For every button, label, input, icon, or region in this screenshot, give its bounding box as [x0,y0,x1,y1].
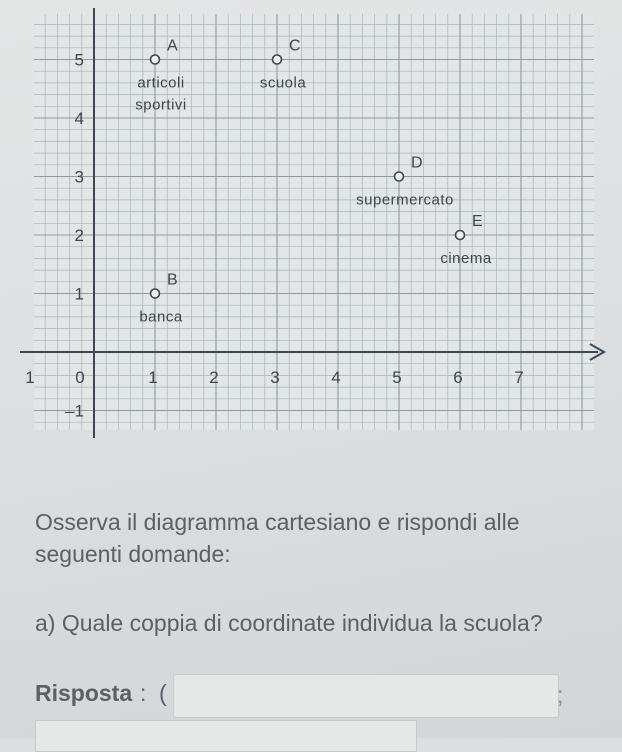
point-letter-label: D [411,154,423,172]
answer-semicolon: ; [557,682,564,708]
x-tick-label: 7 [514,368,524,387]
question-intro: Osserva il diagramma cartesiano e rispondi alle seguenti domande: [35,509,520,567]
x-tick-label: 1 [25,368,35,387]
x-tick-label: 6 [453,368,463,387]
point-name-label: sportivi [135,96,187,114]
y-tick-label: 2 [74,226,84,245]
question-a-text: a) Quale coppia di coordinate individua la scuola? [35,610,543,636]
point-marker [273,55,282,64]
point-letter-label: E [472,213,483,230]
point-name-label: scuola [259,74,307,92]
point-name-label: banca [139,308,183,326]
x-tick-label: 0 [75,368,85,387]
x-tick-label: 1 [148,368,158,387]
x-tick-label: 2 [209,368,219,387]
answer-row [35,676,595,716]
next-answer-input[interactable] [35,720,417,752]
x-tick-label: 4 [331,368,341,387]
point-letter-label: A [167,37,178,55]
chart-grid [34,14,594,430]
point-marker [151,289,160,298]
answer-input[interactable] [173,674,559,718]
y-tick-label: –1 [65,401,84,421]
point-name-label: cinema [440,250,492,267]
y-tick-label: 4 [74,109,84,128]
point-marker [395,172,404,181]
y-tick-label: 3 [74,167,84,187]
point-name-label: supermercato [356,191,454,209]
x-tick-label: 5 [392,368,402,387]
point-marker [456,231,465,240]
grid-background [34,14,594,430]
answer-label: Risposta [35,680,133,706]
answer-open-paren: ( [159,680,167,706]
point-name-label: articoli [137,74,185,92]
y-tick-label: 1 [74,284,84,304]
answer-colon: : [140,680,147,706]
point-letter-label: C [289,37,301,55]
x-tick-label: 3 [270,368,280,387]
y-tick-label: 5 [74,50,84,70]
point-marker [151,55,160,64]
point-letter-label: B [167,271,178,289]
